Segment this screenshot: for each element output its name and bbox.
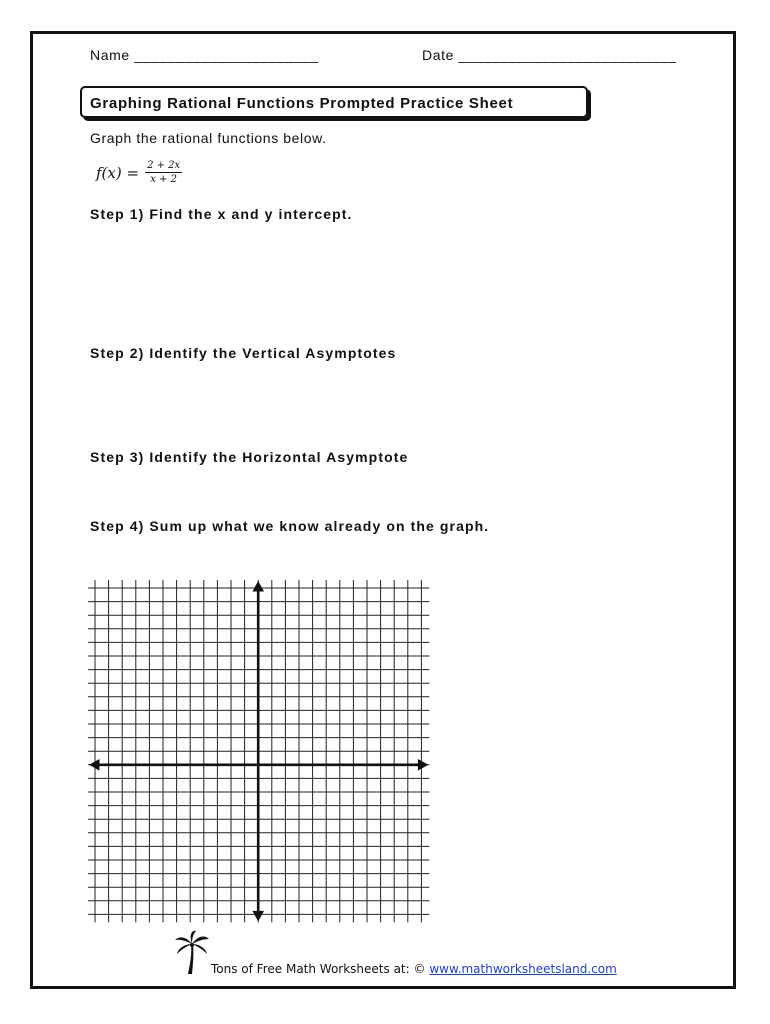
function-numerator: 2 + 2x bbox=[147, 160, 181, 171]
footer-credit: Tons of Free Math Worksheets at: © bbox=[211, 962, 430, 976]
function-fraction bbox=[145, 160, 182, 185]
instruction-text: Graph the rational functions below. bbox=[90, 130, 327, 146]
step-4: Step 4) Sum up what we know already on the graph. bbox=[90, 518, 490, 534]
step-3: Step 3) Identify the Horizontal Asymptote bbox=[90, 449, 409, 465]
function-lhs: f(x) = bbox=[96, 163, 140, 182]
worksheet-title: Graphing Rational Functions Prompted Practice Sheet bbox=[90, 95, 514, 112]
palm-tree-icon bbox=[174, 930, 210, 976]
step-2: Step 2) Identify the Vertical Asymptotes bbox=[90, 345, 397, 361]
y-axis-arrow-down bbox=[253, 911, 263, 920]
function-formula bbox=[96, 160, 182, 185]
x-axis-arrow-right bbox=[418, 760, 427, 770]
date-field-label: Date __________________________ bbox=[422, 47, 677, 63]
function-denominator: x + 2 bbox=[150, 174, 177, 185]
y-axis-arrow-up bbox=[253, 582, 263, 591]
footer-link[interactable]: www.mathworksheetsland.com bbox=[429, 962, 617, 976]
name-field-label: Name ______________________ bbox=[90, 47, 319, 63]
step-1: Step 1) Find the x and y intercept. bbox=[90, 206, 353, 222]
footer-text bbox=[211, 962, 617, 976]
coordinate-grid bbox=[88, 580, 432, 928]
footer bbox=[174, 930, 617, 978]
